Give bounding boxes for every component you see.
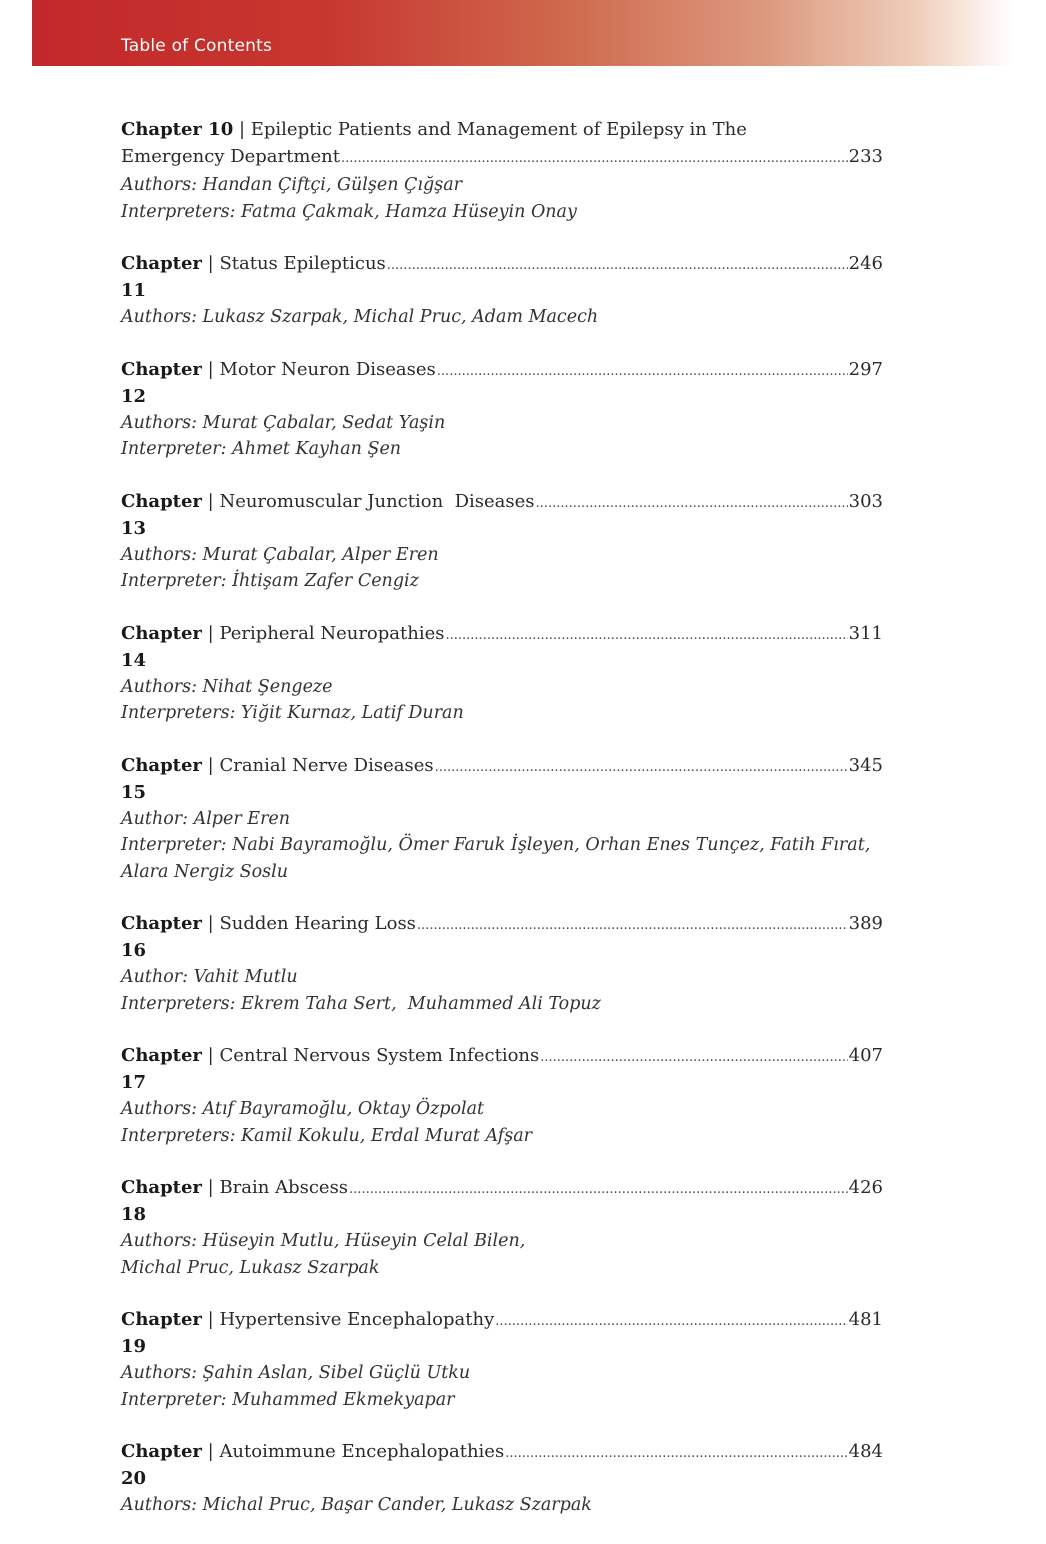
chapter-title: Sudden Hearing Loss xyxy=(219,913,416,934)
chapter-heading-line xyxy=(121,620,883,674)
chapter-heading-line xyxy=(121,488,883,542)
page-number: 303 xyxy=(848,490,883,512)
chapter-credit-line: Authors: Murat Çabalar, Alper Eren xyxy=(121,544,439,565)
chapter-number: Chapter 19 xyxy=(121,1309,202,1357)
chapter-separator: | xyxy=(201,490,220,512)
chapter-heading-line xyxy=(121,910,883,964)
chapter-separator: | xyxy=(201,754,220,776)
page-number: 481 xyxy=(848,1309,883,1330)
chapter-heading-line xyxy=(121,752,883,806)
chapter-separator: | xyxy=(201,1045,220,1066)
chapter-heading-line xyxy=(121,250,883,304)
chapter-title: Neuromuscular Junction Diseases xyxy=(219,490,535,512)
chapter-number: Chapter 13 xyxy=(121,490,202,539)
dot-leader xyxy=(495,1306,847,1335)
page-number: 297 xyxy=(848,358,883,380)
chapter-heading-line xyxy=(121,1438,883,1492)
chapter-title: Brain Abscess xyxy=(219,1177,349,1198)
chapter-credit-line: Alara Nergiz Soslu xyxy=(121,861,289,882)
chapter-heading-first-line xyxy=(121,116,883,143)
chapter-credit-line: Interpreter: İhtişam Zafer Cengiz xyxy=(121,571,419,591)
dot-leader xyxy=(387,250,848,279)
dot-leader xyxy=(536,488,848,517)
chapter-title: Autoimmune Encephalopathies xyxy=(219,1441,505,1462)
toc-entry[interactable] xyxy=(121,620,883,727)
chapter-title: Hypertensive Encephalopathy xyxy=(219,1309,495,1330)
page-number: 389 xyxy=(848,913,883,934)
chapter-separator: | xyxy=(201,1309,220,1330)
chapter-separator: | xyxy=(201,1441,220,1462)
chapter-number: Chapter 12 xyxy=(121,358,202,407)
toc-entry[interactable] xyxy=(121,356,883,463)
chapter-title: Emergency Department xyxy=(121,146,340,167)
chapter-credit-line: Interpreter: Ahmet Kayhan Şen xyxy=(121,439,402,459)
chapter-number: Chapter 11 xyxy=(121,253,202,301)
page-title: Table of Contents xyxy=(121,36,273,56)
page-number: 233 xyxy=(848,146,883,167)
chapter-number: Chapter 10 xyxy=(121,119,234,140)
chapter-credit-line: Interpreters: Yiğit Kurnaz, Latif Duran xyxy=(121,703,464,723)
chapter-heading-line xyxy=(121,1042,883,1096)
chapter-number: Chapter 18 xyxy=(121,1177,202,1225)
chapter-credit-line: Author: Vahit Mutlu xyxy=(121,967,298,987)
chapter-number: Chapter 14 xyxy=(121,622,202,671)
page-number: 426 xyxy=(848,1177,883,1198)
toc-entry[interactable] xyxy=(121,1042,883,1149)
toc-entry[interactable] xyxy=(121,116,883,225)
chapter-credit-line: Authors: Hüseyin Mutlu, Hüseyin Celal Bilen, xyxy=(121,1231,526,1251)
chapter-separator: | xyxy=(201,253,220,274)
chapter-separator: | xyxy=(201,622,220,644)
chapter-title: Motor Neuron Diseases xyxy=(219,358,436,380)
chapter-credit-line: Interpreter: Muhammed Ekmekyapar xyxy=(121,1389,455,1410)
page-number: 407 xyxy=(848,1045,883,1066)
page-number: 484 xyxy=(848,1441,883,1462)
chapter-title: Cranial Nerve Diseases xyxy=(219,754,434,776)
chapter-credit-line: Authors: Nihat Şengeze xyxy=(121,676,333,697)
chapter-separator: | xyxy=(201,913,220,934)
chapter-credit-line: Authors: Lukasz Szarpak, Michal Pruc, Adam Macech xyxy=(121,307,599,327)
chapter-credit-line: Interpreters: Kamil Kokulu, Erdal Murat Afşar xyxy=(121,1125,533,1146)
dot-leader xyxy=(505,1438,847,1467)
chapter-heading-line xyxy=(121,143,883,172)
table-of-contents xyxy=(121,116,883,1544)
chapter-credit-line: Authors: Murat Çabalar, Sedat Yaşin xyxy=(121,412,446,433)
dot-leader xyxy=(446,620,848,649)
page-number: 345 xyxy=(848,754,883,776)
chapter-number: Chapter 20 xyxy=(121,1441,202,1489)
dot-leader xyxy=(417,910,848,939)
chapter-title-first-line: Epileptic Patients and Management of Epilepsy in The xyxy=(250,119,747,140)
chapter-credit-line: Interpreters: Ekrem Taha Sert, Muhammed Ali Topuz xyxy=(121,993,601,1014)
chapter-credit-line: Authors: Atıf Bayramoğlu, Oktay Özpolat xyxy=(121,1099,485,1119)
dot-leader xyxy=(341,143,848,172)
chapter-separator: | xyxy=(233,119,251,140)
toc-entry[interactable] xyxy=(121,1438,883,1519)
page-number: 311 xyxy=(848,622,883,644)
toc-entry[interactable] xyxy=(121,752,883,886)
chapter-separator: | xyxy=(201,358,220,380)
chapter-number: Chapter 17 xyxy=(121,1045,202,1093)
chapter-credit-line: Authors: Michal Pruc, Başar Cander, Lukasz Szarpak xyxy=(121,1495,592,1515)
chapter-title: Central Nervous System Infections xyxy=(219,1045,540,1066)
toc-entry[interactable] xyxy=(121,488,883,595)
header-band xyxy=(32,0,1012,66)
chapter-credit-line: Interpreters: Fatma Çakmak, Hamza Hüseyin Onay xyxy=(121,201,577,222)
dot-leader xyxy=(435,752,848,781)
chapter-separator: | xyxy=(201,1177,220,1198)
dot-leader xyxy=(540,1042,847,1071)
dot-leader xyxy=(349,1174,848,1203)
toc-entry[interactable] xyxy=(121,1306,883,1413)
toc-entry[interactable] xyxy=(121,250,883,331)
chapter-heading-line xyxy=(121,356,883,410)
toc-entry[interactable] xyxy=(121,910,883,1017)
chapter-credit-line: Authors: Handan Çiftçi, Gülşen Çığşar xyxy=(121,175,462,195)
chapter-number: Chapter 16 xyxy=(121,913,202,961)
chapter-credit-line: Interpreter: Nabi Bayramoğlu, Ömer Faruk İşleyen, Orhan Enes Tunçez, Fatih Fırat, xyxy=(121,835,871,855)
page-number: 246 xyxy=(848,253,883,274)
chapter-credit-line: Michal Pruc, Lukasz Szarpak xyxy=(121,1257,380,1278)
dot-leader xyxy=(437,356,848,385)
chapter-heading-line xyxy=(121,1174,883,1228)
chapter-credit-line: Authors: Şahin Aslan, Sibel Güçlü Utku xyxy=(121,1363,471,1383)
chapter-title: Peripheral Neuropathies xyxy=(219,622,445,644)
chapter-number: Chapter 15 xyxy=(121,754,202,803)
chapter-heading-line xyxy=(121,1306,883,1360)
toc-entry[interactable] xyxy=(121,1174,883,1281)
chapter-credit-line: Author: Alper Eren xyxy=(121,808,291,829)
chapter-title: Status Epilepticus xyxy=(219,253,386,274)
